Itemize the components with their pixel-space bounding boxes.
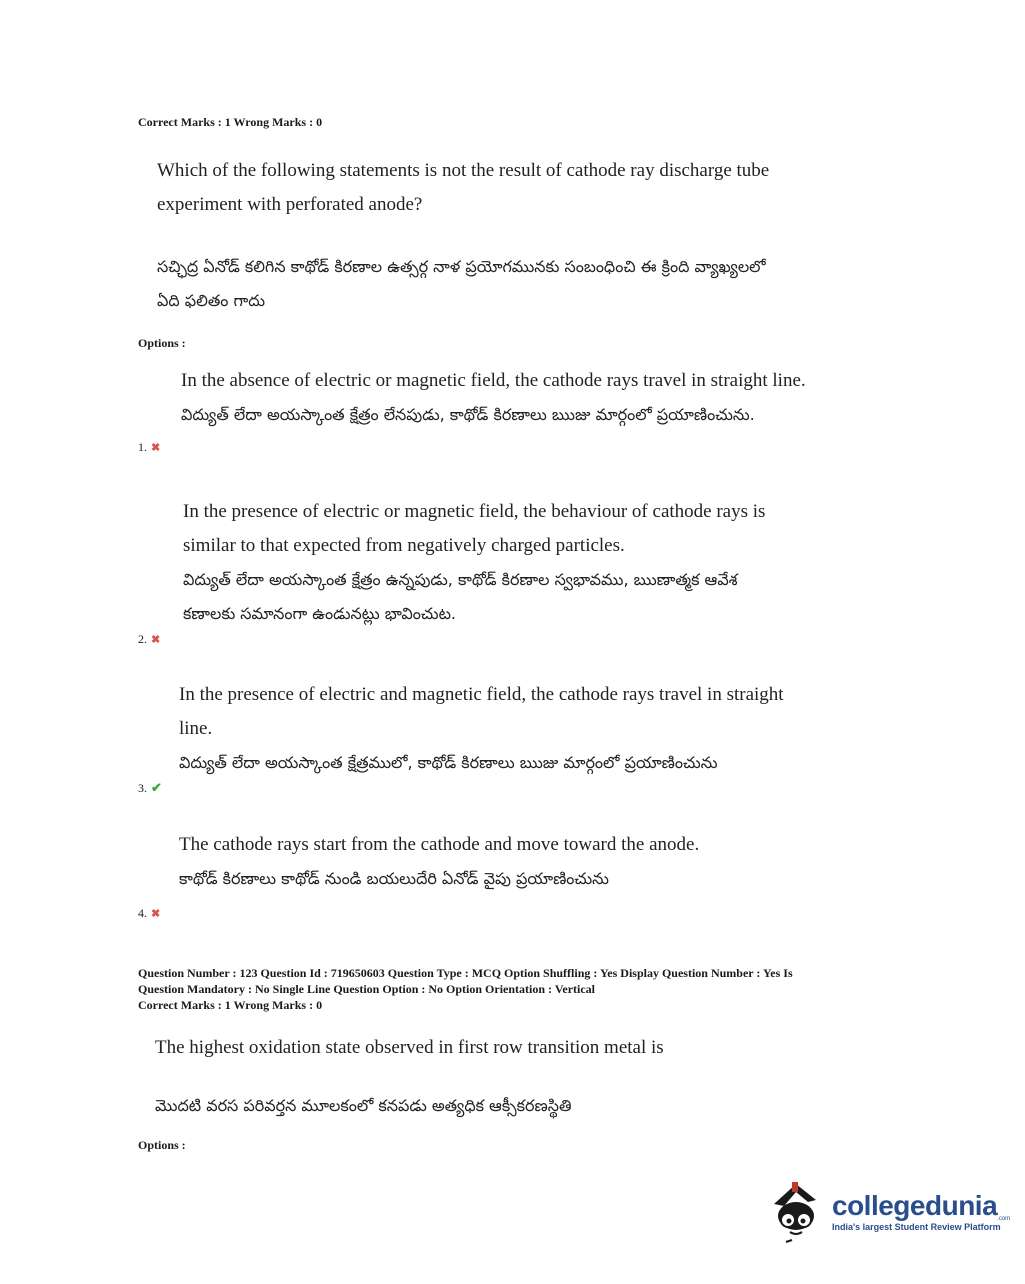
option-4[interactable] [179,828,699,896]
question-line-telugu: ఏది ఫలితం గాదు [157,291,266,310]
question-line: Which of the following statements is not the result of cathode ray discharge tube [157,160,770,181]
option-number: 4. [138,906,147,920]
mascot-icon [768,1178,824,1244]
option-1-number [138,440,160,455]
brand-logo [768,1178,1010,1244]
options-label: Options : [138,1138,186,1152]
wrong-mark-icon: ✖ [151,908,161,920]
marks-info: Correct Marks : 1 Wrong Marks : 0 [138,998,323,1012]
option-text-telugu: విద్యుత్ లేదా అయస్కాంత క్షేత్రములో, కాథోడ్ కిరణాలు ఋజు మార్గంలో ప్రయాణించును [179,753,718,772]
option-number: 2. [138,632,147,646]
option-1[interactable] [181,364,806,432]
option-3[interactable] [179,678,784,780]
option-text: The cathode rays start from the cathode and move toward the anode. [179,834,700,855]
wrong-mark-icon: ✖ [151,442,161,454]
logo-domain: .com [997,1216,1011,1222]
option-text: In the presence of electric and magnetic field, the cathode rays travel in straight [179,684,784,705]
option-text: line. [179,718,213,739]
option-text: In the presence of electric or magnetic field, the behaviour of cathode rays is [183,501,766,522]
question-text [157,154,769,222]
question-line-telugu: సచ్ఛిద్ర ఏనోడ్ కలిగిన కాథోడ్ కిరణాల ఉత్సర్గ నాళ ప్రయోగమునకు సంబంధించి ఈ క్రింది వ్యాఖ్యలలో [157,257,766,276]
option-number: 1. [138,440,147,454]
correct-check-icon: ✔ [151,780,162,795]
options-label: Options : [138,336,186,350]
logo-tagline: India's largest Student Review Platform [832,1222,1001,1232]
option-text-telugu: కాథోడ్ కిరణాలు కాథోడ్ నుండి బయలుదేరి ఏనోడ్ వైపు ప్రయాణించును [179,869,609,888]
option-2[interactable] [183,495,765,631]
option-text-telugu: కణాలకు సమానంగా ఉండునట్లు భావించుట. [183,604,457,623]
question-header [138,965,898,1013]
question-header-line: Question Number : 123 Question Id : 719650603 Question Type : MCQ Option Shuffling : Yes Display Question Number : Yes Is [138,966,793,980]
question-line: experiment with perforated anode? [157,194,423,215]
option-2-number [138,632,160,647]
question-text-telugu [157,250,766,318]
question-text-telugu: మొదటి వరస పరివర్తన మూలకంలో కనపడు అత్యధిక ఆక్సీకరణస్థితి [155,1096,572,1115]
option-4-number [138,906,160,921]
option-text: similar to that expected from negatively charged particles. [183,535,625,556]
question-text: The highest oxidation state observed in first row transition metal is [155,1037,664,1058]
option-3-number [138,780,162,796]
marks-info: Correct Marks : 1 Wrong Marks : 0 [138,115,323,129]
wrong-mark-icon: ✖ [151,634,161,646]
option-text-telugu: విద్యుత్ లేదా అయస్కాంత క్షేత్రం లేనపుడు, కాథోడ్ కిరణాలు ఋజు మార్గంలో ప్రయాణించును. [181,405,755,424]
logo-text [832,1190,1010,1232]
question-header-line: Question Mandatory : No Single Line Question Option : No Option Orientation : Vertical [138,982,596,996]
option-text-telugu: విద్యుత్ లేదా అయస్కాంత క్షేత్రం ఉన్నపుడు, కాథోడ్ కిరణాల స్వభావము, ఋణాత్మక ఆవేశ [183,570,738,589]
option-text: In the absence of electric or magnetic field, the cathode rays travel in straight line. [181,370,806,391]
logo-name: collegedunia [832,1190,998,1221]
option-number: 3. [138,780,147,795]
